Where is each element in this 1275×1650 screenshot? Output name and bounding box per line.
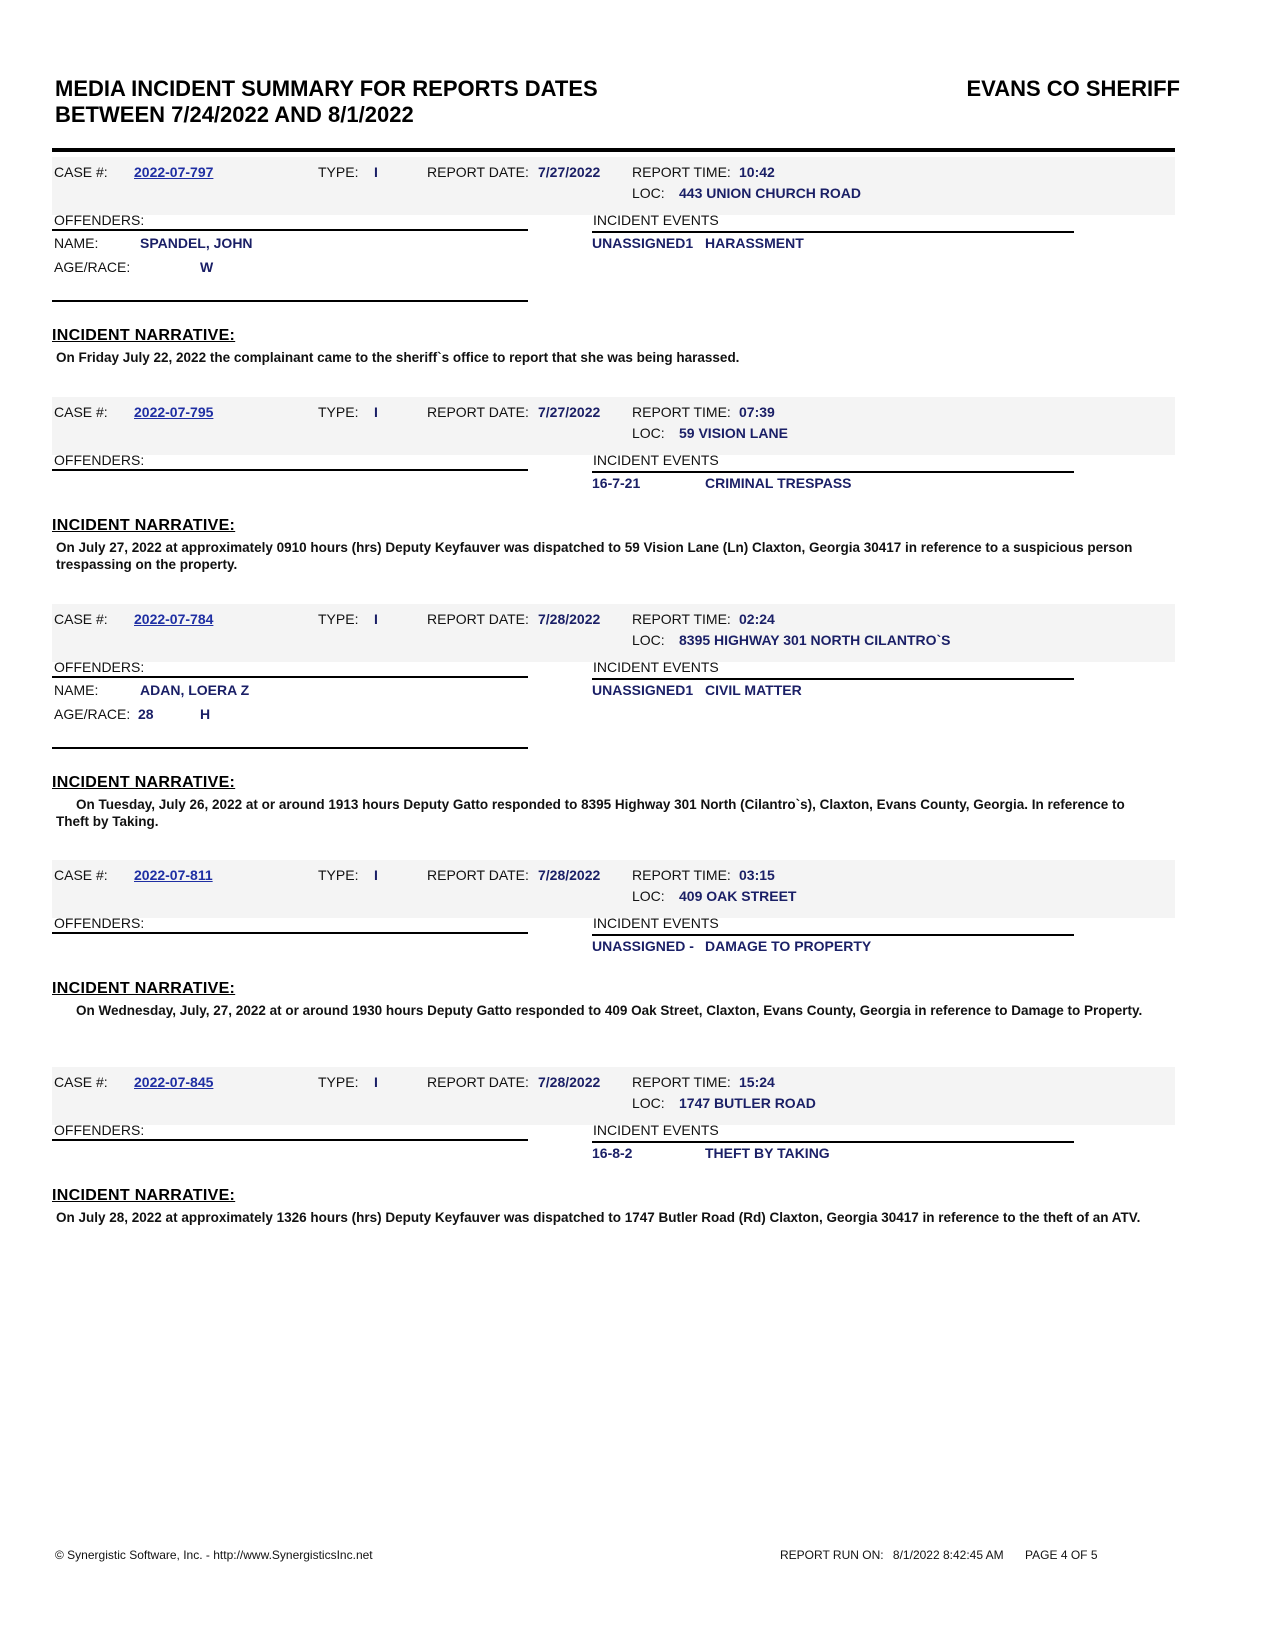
events-divider xyxy=(592,231,1074,233)
case-number-link[interactable]: 2022-07-795 xyxy=(134,404,214,420)
loc-label: LOC: xyxy=(632,1095,665,1111)
type-label: TYPE: xyxy=(318,1074,359,1090)
narrative-text: On July 28, 2022 at approximately 1326 hours (hrs) Deputy Keyfauver was dispatched to 1747 Butler Road (Rd) Claxton, Georgia 30417 in reference to the theft of an ATV. xyxy=(56,1210,1141,1225)
agency-name: EVANS CO SHERIFF xyxy=(966,76,1180,101)
footer-run-info xyxy=(780,1548,1098,1562)
incident-events-label: INCIDENT EVENTS xyxy=(593,915,719,931)
event-code: 16-8-2 xyxy=(592,1145,633,1161)
report-time-label: REPORT TIME: xyxy=(632,611,731,627)
type-label: TYPE: xyxy=(318,164,359,180)
offenders-divider xyxy=(52,229,528,231)
offenders-label: OFFENDERS: xyxy=(54,1122,145,1138)
report-time-label: REPORT TIME: xyxy=(632,404,731,420)
name-label: NAME: xyxy=(54,682,99,698)
narrative-text: On Friday July 22, 2022 the complainant came to the sheriff`s office to report that she was being harassed. xyxy=(56,350,740,365)
offenders-divider xyxy=(52,676,528,678)
events-divider xyxy=(592,934,1074,936)
loc-label: LOC: xyxy=(632,185,665,201)
loc-value: 8395 HIGHWAY 301 NORTH CILANTRO`S xyxy=(679,632,951,648)
footer-copyright: © Synergistic Software, Inc. - http://www.SynergisticsInc.net xyxy=(55,1548,373,1562)
age-race-label: AGE/RACE: xyxy=(54,706,131,722)
report-time-value: 15:24 xyxy=(739,1074,775,1090)
case-header-band xyxy=(52,157,1175,215)
offender-age: 28 xyxy=(138,706,154,722)
narrative-heading: INCIDENT NARRATIVE: xyxy=(52,980,236,997)
title-line-2: BETWEEN 7/24/2022 AND 8/1/2022 xyxy=(55,102,414,127)
offender-race: W xyxy=(200,259,214,275)
type-value: I xyxy=(374,611,378,627)
report-time-value: 03:15 xyxy=(739,867,775,883)
report-run-label: REPORT RUN ON: xyxy=(780,1548,884,1562)
loc-value: 409 OAK STREET xyxy=(679,888,797,904)
narrative-text: On Wednesday, July, 27, 2022 at or around 1930 hours Deputy Gatto responded to 409 Oak Street, Claxton, Evans County, Georgia in reference to Damage to Property. xyxy=(76,1003,1143,1018)
case-label: CASE #: xyxy=(54,867,108,883)
case-number-link[interactable]: 2022-07-784 xyxy=(134,611,214,627)
offender-name: SPANDEL, JOHN xyxy=(140,235,253,251)
report-time-value: 02:24 xyxy=(739,611,775,627)
report-date-value: 7/28/2022 xyxy=(538,1074,601,1090)
case-header-band xyxy=(52,397,1175,455)
type-label: TYPE: xyxy=(318,611,359,627)
offenders-divider xyxy=(52,1139,528,1141)
case-label: CASE #: xyxy=(54,611,108,627)
loc-value: 59 VISION LANE xyxy=(679,425,788,441)
loc-label: LOC: xyxy=(632,425,665,441)
narrative-heading: INCIDENT NARRATIVE: xyxy=(52,1187,236,1204)
loc-label: LOC: xyxy=(632,888,665,904)
report-time-label: REPORT TIME: xyxy=(632,1074,731,1090)
title-line-1: MEDIA INCIDENT SUMMARY FOR REPORTS DATES xyxy=(55,76,598,101)
narrative-text: On Tuesday, July 26, 2022 at or around 1913 hours Deputy Gatto responded to 8395 Highway 301 North (Cilantro`s), Claxton, Evans County, Georgia. In reference to Theft by Taking. xyxy=(56,797,1125,829)
report-run-value: 8/1/2022 8:42:45 AM xyxy=(892,1548,1004,1562)
narrative-heading: INCIDENT NARRATIVE: xyxy=(52,327,236,344)
offender-name: ADAN, LOERA Z xyxy=(140,682,250,698)
loc-value: 1747 BUTLER ROAD xyxy=(679,1095,816,1111)
narrative-text: On July 27, 2022 at approximately 0910 hours (hrs) Deputy Keyfauver was dispatched to 59 Vision Lane (Ln) Claxton, Georgia 30417 in reference to a suspicious person trespassing on the property. xyxy=(56,540,1133,572)
case-number-link[interactable]: 2022-07-811 xyxy=(134,867,213,883)
events-divider xyxy=(592,1141,1074,1143)
report-date-value: 7/27/2022 xyxy=(538,404,601,420)
case-number-link[interactable]: 2022-07-845 xyxy=(134,1074,214,1090)
offenders-label: OFFENDERS: xyxy=(54,212,145,228)
event-code: UNASSIGNED - xyxy=(592,938,694,954)
type-label: TYPE: xyxy=(318,404,359,420)
page-indicator: PAGE 4 OF 5 xyxy=(1025,1548,1098,1562)
offenders-label: OFFENDERS: xyxy=(54,659,145,675)
type-value: I xyxy=(374,1074,378,1090)
case-header-band xyxy=(52,604,1175,662)
event-code: UNASSIGNED1 xyxy=(592,682,694,698)
incident-events-label: INCIDENT EVENTS xyxy=(593,452,719,468)
event-description: DAMAGE TO PROPERTY xyxy=(705,938,872,954)
event-description: CRIMINAL TRESPASS xyxy=(705,475,852,491)
report-date-label: REPORT DATE: xyxy=(427,404,529,420)
offenders-divider xyxy=(52,469,528,471)
case-header-band xyxy=(52,1067,1175,1125)
report-date-value: 7/28/2022 xyxy=(538,867,601,883)
type-value: I xyxy=(374,867,378,883)
report-date-value: 7/28/2022 xyxy=(538,611,601,627)
report-time-value: 07:39 xyxy=(739,404,775,420)
incident-events-label: INCIDENT EVENTS xyxy=(593,1122,719,1138)
event-description: HARASSMENT xyxy=(705,235,804,251)
offenders-label: OFFENDERS: xyxy=(54,452,145,468)
case-label: CASE #: xyxy=(54,164,108,180)
type-value: I xyxy=(374,404,378,420)
narrative-heading: INCIDENT NARRATIVE: xyxy=(52,517,236,534)
report-time-value: 10:42 xyxy=(739,164,775,180)
narrative-heading: INCIDENT NARRATIVE: xyxy=(52,774,236,791)
case-label: CASE #: xyxy=(54,404,108,420)
event-description: THEFT BY TAKING xyxy=(705,1145,830,1161)
events-divider xyxy=(592,678,1074,680)
report-time-label: REPORT TIME: xyxy=(632,867,731,883)
event-description: CIVIL MATTER xyxy=(705,682,802,698)
incident-events-label: INCIDENT EVENTS xyxy=(593,659,719,675)
type-value: I xyxy=(374,164,378,180)
report-date-label: REPORT DATE: xyxy=(427,1074,529,1090)
loc-value: 443 UNION CHURCH ROAD xyxy=(679,185,862,201)
event-code: 16-7-21 xyxy=(592,475,641,491)
type-label: TYPE: xyxy=(318,867,359,883)
offender-race: H xyxy=(200,706,211,722)
case-label: CASE #: xyxy=(54,1074,108,1090)
offender-end-divider xyxy=(52,300,528,302)
case-number-link[interactable]: 2022-07-797 xyxy=(134,164,214,180)
report-date-label: REPORT DATE: xyxy=(427,164,529,180)
case-header-band xyxy=(52,860,1175,918)
offenders-divider xyxy=(52,932,528,934)
offenders-label: OFFENDERS: xyxy=(54,915,145,931)
events-divider xyxy=(592,471,1074,473)
report-date-value: 7/27/2022 xyxy=(538,164,601,180)
report-date-label: REPORT DATE: xyxy=(427,611,529,627)
header-divider xyxy=(52,148,1175,152)
incident-events-label: INCIDENT EVENTS xyxy=(593,212,719,228)
report-time-label: REPORT TIME: xyxy=(632,164,731,180)
event-code: UNASSIGNED1 xyxy=(592,235,694,251)
loc-label: LOC: xyxy=(632,632,665,648)
report-date-label: REPORT DATE: xyxy=(427,867,529,883)
age-race-label: AGE/RACE: xyxy=(54,259,131,275)
offender-end-divider xyxy=(52,747,528,749)
page-title xyxy=(55,76,598,128)
name-label: NAME: xyxy=(54,235,99,251)
